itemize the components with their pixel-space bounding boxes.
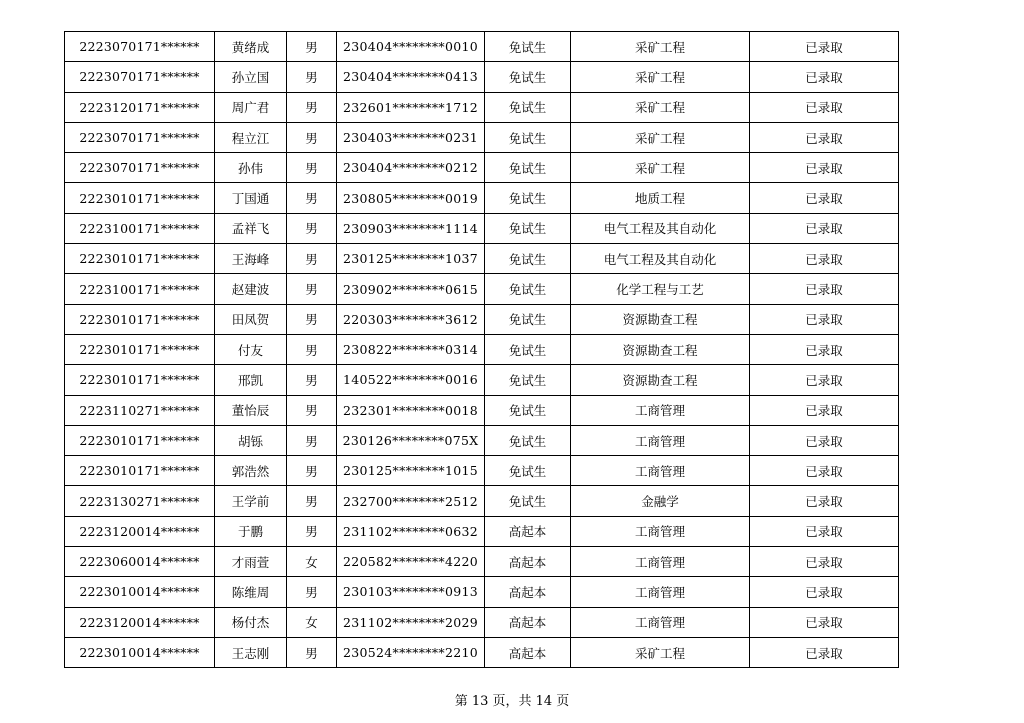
table-row — [65, 244, 899, 274]
status-cell: 已录取 — [750, 304, 899, 334]
id-number-cell: 232301********0018 — [337, 395, 485, 425]
table-row — [65, 425, 899, 455]
name-cell: 程立江 — [215, 122, 287, 152]
name-cell: 赵建波 — [215, 274, 287, 304]
table-row — [65, 122, 899, 152]
admission-type-cell: 免试生 — [485, 274, 571, 304]
admission-roster-table — [64, 31, 899, 668]
admission-type-cell: 免试生 — [485, 92, 571, 122]
name-cell: 王志刚 — [215, 637, 287, 667]
major-cell: 电气工程及其自动化 — [571, 213, 750, 243]
id-number-cell: 230902********0615 — [337, 274, 485, 304]
table-row — [65, 577, 899, 607]
name-cell: 才雨萱 — [215, 547, 287, 577]
status-cell: 已录取 — [750, 547, 899, 577]
candidate-id-cell: 2223110271****** — [65, 395, 215, 425]
name-cell: 黄绪成 — [215, 32, 287, 62]
admission-type-cell: 免试生 — [485, 32, 571, 62]
admission-type-cell: 高起本 — [485, 547, 571, 577]
table-row — [65, 32, 899, 62]
status-cell: 已录取 — [750, 62, 899, 92]
id-number-cell: 230404********0413 — [337, 62, 485, 92]
status-cell: 已录取 — [750, 32, 899, 62]
major-cell: 资源勘查工程 — [571, 365, 750, 395]
id-number-cell: 232601********1712 — [337, 92, 485, 122]
table-row — [65, 183, 899, 213]
table-row — [65, 274, 899, 304]
admission-type-cell: 免试生 — [485, 244, 571, 274]
status-cell: 已录取 — [750, 365, 899, 395]
id-number-cell: 230903********1114 — [337, 213, 485, 243]
major-cell: 资源勘查工程 — [571, 334, 750, 364]
id-number-cell: 220582********4220 — [337, 547, 485, 577]
candidate-id-cell: 2223120171****** — [65, 92, 215, 122]
candidate-id-cell: 2223010171****** — [65, 365, 215, 395]
gender-cell: 男 — [287, 274, 337, 304]
id-number-cell: 230125********1037 — [337, 244, 485, 274]
name-cell: 王海峰 — [215, 244, 287, 274]
id-number-cell: 230103********0913 — [337, 577, 485, 607]
candidate-id-cell: 2223070171****** — [65, 153, 215, 183]
name-cell: 杨付杰 — [215, 607, 287, 637]
gender-cell: 男 — [287, 486, 337, 516]
gender-cell: 男 — [287, 213, 337, 243]
status-cell: 已录取 — [750, 577, 899, 607]
admission-type-cell: 免试生 — [485, 334, 571, 364]
id-number-cell: 230524********2210 — [337, 637, 485, 667]
major-cell: 化学工程与工艺 — [571, 274, 750, 304]
gender-cell: 男 — [287, 62, 337, 92]
candidate-id-cell: 2223010014****** — [65, 577, 215, 607]
status-cell: 已录取 — [750, 486, 899, 516]
name-cell: 付友 — [215, 334, 287, 364]
candidate-id-cell: 2223010171****** — [65, 304, 215, 334]
table-row — [65, 637, 899, 667]
table-row — [65, 213, 899, 243]
name-cell: 周广君 — [215, 92, 287, 122]
id-number-cell: 230404********0212 — [337, 153, 485, 183]
gender-cell: 男 — [287, 92, 337, 122]
admission-type-cell: 免试生 — [485, 395, 571, 425]
major-cell: 工商管理 — [571, 516, 750, 546]
major-cell: 工商管理 — [571, 607, 750, 637]
id-number-cell: 231102********0632 — [337, 516, 485, 546]
admission-type-cell: 免试生 — [485, 183, 571, 213]
major-cell: 电气工程及其自动化 — [571, 244, 750, 274]
major-cell: 采矿工程 — [571, 92, 750, 122]
major-cell: 地质工程 — [571, 183, 750, 213]
table-row — [65, 62, 899, 92]
major-cell: 采矿工程 — [571, 62, 750, 92]
candidate-id-cell: 2223010171****** — [65, 334, 215, 364]
major-cell: 工商管理 — [571, 456, 750, 486]
status-cell: 已录取 — [750, 516, 899, 546]
candidate-id-cell: 2223010171****** — [65, 456, 215, 486]
gender-cell: 男 — [287, 244, 337, 274]
admission-type-cell: 免试生 — [485, 425, 571, 455]
id-number-cell: 230805********0019 — [337, 183, 485, 213]
status-cell: 已录取 — [750, 244, 899, 274]
gender-cell: 女 — [287, 607, 337, 637]
gender-cell: 男 — [287, 516, 337, 546]
name-cell: 王学前 — [215, 486, 287, 516]
major-cell: 采矿工程 — [571, 153, 750, 183]
gender-cell: 男 — [287, 425, 337, 455]
major-cell: 工商管理 — [571, 395, 750, 425]
gender-cell: 男 — [287, 32, 337, 62]
table-row — [65, 395, 899, 425]
major-cell: 工商管理 — [571, 547, 750, 577]
gender-cell: 男 — [287, 456, 337, 486]
gender-cell: 女 — [287, 547, 337, 577]
admission-type-cell: 免试生 — [485, 304, 571, 334]
status-cell: 已录取 — [750, 456, 899, 486]
table-row — [65, 153, 899, 183]
gender-cell: 男 — [287, 365, 337, 395]
status-cell: 已录取 — [750, 274, 899, 304]
major-cell: 金融学 — [571, 486, 750, 516]
table-row — [65, 486, 899, 516]
id-number-cell: 231102********2029 — [337, 607, 485, 637]
admission-type-cell: 高起本 — [485, 577, 571, 607]
major-cell: 资源勘查工程 — [571, 304, 750, 334]
candidate-id-cell: 2223010171****** — [65, 425, 215, 455]
name-cell: 郭浩然 — [215, 456, 287, 486]
admission-type-cell: 免试生 — [485, 365, 571, 395]
id-number-cell: 230125********1015 — [337, 456, 485, 486]
candidate-id-cell: 2223120014****** — [65, 516, 215, 546]
gender-cell: 男 — [287, 304, 337, 334]
id-number-cell: 232700********2512 — [337, 486, 485, 516]
table-row — [65, 304, 899, 334]
id-number-cell: 140522********0016 — [337, 365, 485, 395]
candidate-id-cell: 2223010014****** — [65, 637, 215, 667]
name-cell: 孙伟 — [215, 153, 287, 183]
admission-type-cell: 高起本 — [485, 637, 571, 667]
page-number-footer: 第 13 页，共 14 页 — [454, 694, 570, 709]
name-cell: 田凤贺 — [215, 304, 287, 334]
status-cell: 已录取 — [750, 425, 899, 455]
name-cell: 董怡辰 — [215, 395, 287, 425]
candidate-id-cell: 2223070171****** — [65, 32, 215, 62]
name-cell: 孙立国 — [215, 62, 287, 92]
gender-cell: 男 — [287, 183, 337, 213]
id-number-cell: 220303********3612 — [337, 304, 485, 334]
gender-cell: 男 — [287, 395, 337, 425]
gender-cell: 男 — [287, 637, 337, 667]
id-number-cell: 230404********0010 — [337, 32, 485, 62]
name-cell: 陈维周 — [215, 577, 287, 607]
table-row — [65, 92, 899, 122]
admission-type-cell: 免试生 — [485, 213, 571, 243]
name-cell: 邢凯 — [215, 365, 287, 395]
status-cell: 已录取 — [750, 334, 899, 364]
table-row — [65, 334, 899, 364]
roster-body — [65, 32, 899, 668]
candidate-id-cell: 2223070171****** — [65, 122, 215, 152]
admission-type-cell: 免试生 — [485, 456, 571, 486]
id-number-cell: 230403********0231 — [337, 122, 485, 152]
gender-cell: 男 — [287, 153, 337, 183]
table-row — [65, 456, 899, 486]
id-number-cell: 230822********0314 — [337, 334, 485, 364]
candidate-id-cell: 2223010171****** — [65, 244, 215, 274]
major-cell: 工商管理 — [571, 577, 750, 607]
candidate-id-cell: 2223100171****** — [65, 213, 215, 243]
status-cell: 已录取 — [750, 213, 899, 243]
candidate-id-cell: 2223070171****** — [65, 62, 215, 92]
admission-type-cell: 免试生 — [485, 153, 571, 183]
status-cell: 已录取 — [750, 607, 899, 637]
name-cell: 胡铄 — [215, 425, 287, 455]
major-cell: 采矿工程 — [571, 637, 750, 667]
id-number-cell: 230126********075X — [337, 425, 485, 455]
candidate-id-cell: 2223060014****** — [65, 547, 215, 577]
name-cell: 于鹏 — [215, 516, 287, 546]
status-cell: 已录取 — [750, 92, 899, 122]
status-cell: 已录取 — [750, 637, 899, 667]
major-cell: 采矿工程 — [571, 122, 750, 152]
name-cell: 丁国通 — [215, 183, 287, 213]
gender-cell: 男 — [287, 334, 337, 364]
table-row — [65, 607, 899, 637]
gender-cell: 男 — [287, 122, 337, 152]
candidate-id-cell: 2223120014****** — [65, 607, 215, 637]
major-cell: 工商管理 — [571, 425, 750, 455]
admission-type-cell: 免试生 — [485, 486, 571, 516]
table-row — [65, 516, 899, 546]
candidate-id-cell: 2223010171****** — [65, 183, 215, 213]
status-cell: 已录取 — [750, 183, 899, 213]
major-cell: 采矿工程 — [571, 32, 750, 62]
candidate-id-cell: 2223130271****** — [65, 486, 215, 516]
candidate-id-cell: 2223100171****** — [65, 274, 215, 304]
status-cell: 已录取 — [750, 122, 899, 152]
table-row — [65, 365, 899, 395]
admission-type-cell: 免试生 — [485, 62, 571, 92]
status-cell: 已录取 — [750, 153, 899, 183]
gender-cell: 男 — [287, 577, 337, 607]
admission-type-cell: 高起本 — [485, 607, 571, 637]
admission-type-cell: 免试生 — [485, 122, 571, 152]
name-cell: 孟祥飞 — [215, 213, 287, 243]
status-cell: 已录取 — [750, 395, 899, 425]
table-row — [65, 547, 899, 577]
admission-type-cell: 高起本 — [485, 516, 571, 546]
